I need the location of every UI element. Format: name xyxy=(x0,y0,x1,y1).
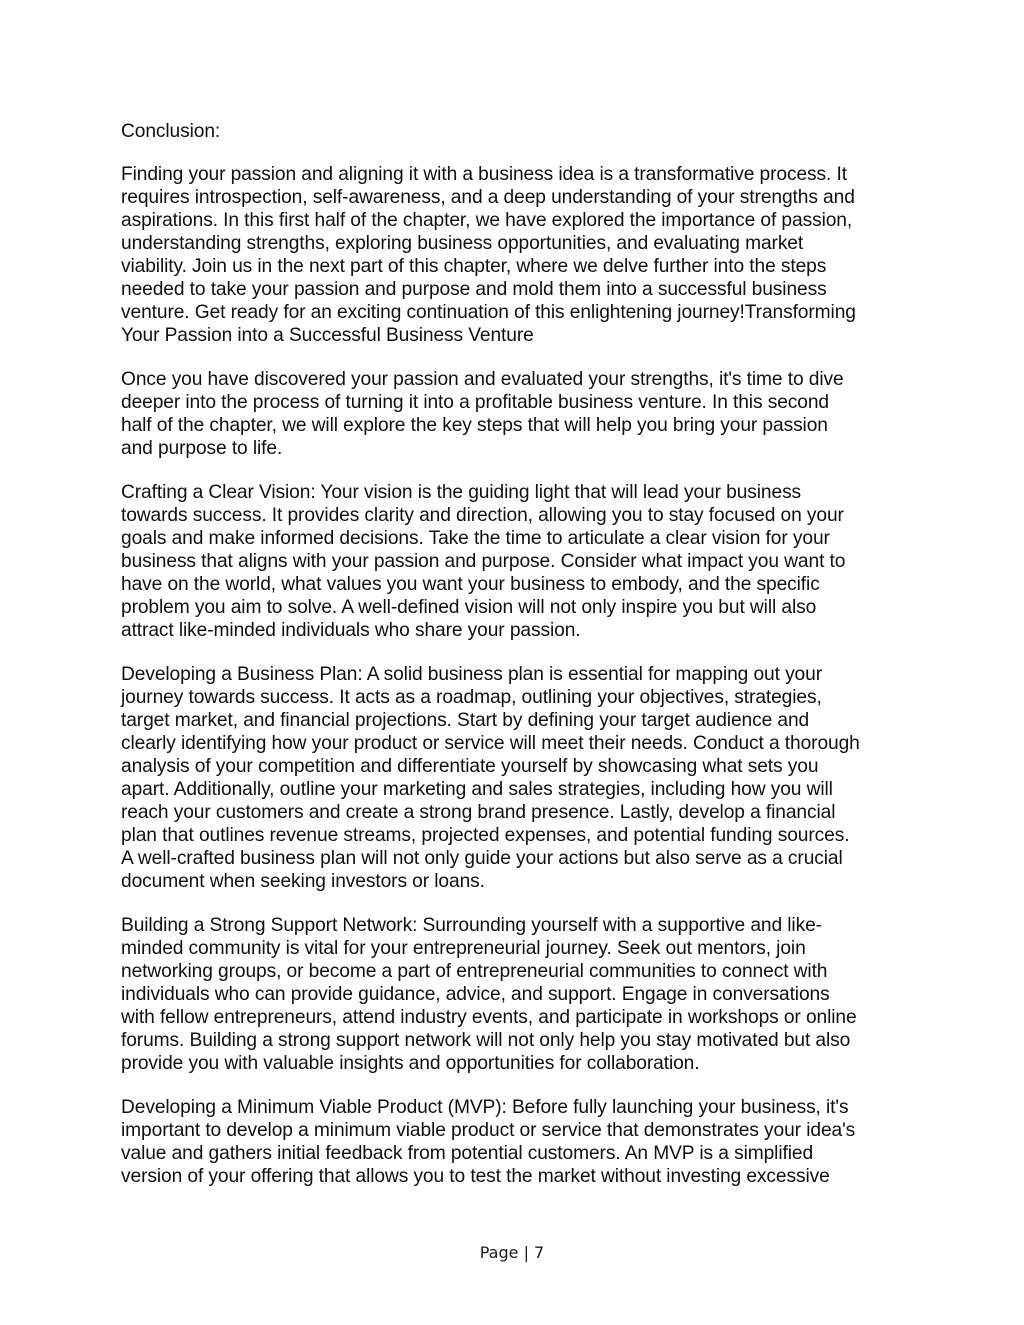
paragraph-line: viability. Join us in the next part of this chapter, where we delve further into the steps xyxy=(121,256,827,277)
paragraph-line: requires introspection, self-awareness, and a deep understanding of your strengths and xyxy=(121,187,855,208)
paragraph xyxy=(121,1096,911,1188)
paragraph-line: important to develop a minimum viable product or service that demonstrates your idea's xyxy=(121,1120,856,1141)
paragraph-line: forums. Building a strong support network will not only help you stay motivated but also xyxy=(121,1030,851,1051)
paragraph-line: provide you with valuable insights and opportunities for collaboration. xyxy=(121,1053,700,1074)
paragraph-line: goals and make informed decisions. Take the time to articulate a clear vision for your xyxy=(121,528,830,549)
paragraph-line: Crafting a Clear Vision: Your vision is the guiding light that will lead your business xyxy=(121,482,802,503)
paragraph-line: business that aligns with your passion and purpose. Consider what impact you want to xyxy=(121,551,846,572)
paragraph-line: value and gathers initial feedback from potential customers. An MVP is a simplified xyxy=(121,1143,814,1164)
paragraph-line: have on the world, what values you want your business to embody, and the specific xyxy=(121,574,820,595)
page-content xyxy=(121,120,911,1209)
paragraph-line: apart. Additionally, outline your marketing and sales strategies, including how you will xyxy=(121,779,833,800)
paragraph-line: and purpose to life. xyxy=(121,438,283,459)
paragraph xyxy=(121,481,911,642)
paragraph-list xyxy=(121,163,911,1188)
paragraph-line: deeper into the process of turning it into a profitable business venture. In this second xyxy=(121,392,829,413)
paragraph-line: Developing a Business Plan: A solid business plan is essential for mapping out your xyxy=(121,664,822,685)
paragraph-line: needed to take your passion and purpose and mold them into a successful business xyxy=(121,279,827,300)
paragraph-line: A well-crafted business plan will not only guide your actions but also serve as a crucial xyxy=(121,848,843,869)
paragraph-line: Building a Strong Support Network: Surrounding yourself with a supportive and like- xyxy=(121,915,822,936)
paragraph-line: half of the chapter, we will explore the key steps that will help you bring your passion xyxy=(121,415,828,436)
paragraph-line: understanding strengths, exploring business opportunities, and evaluating market xyxy=(121,233,804,254)
paragraph-line: with fellow entrepreneurs, attend industry events, and participate in workshops or online xyxy=(121,1007,857,1028)
paragraph-line: Finding your passion and aligning it with a business idea is a transformative process. It xyxy=(121,164,847,185)
paragraph-line: Once you have discovered your passion and evaluated your strengths, it's time to dive xyxy=(121,369,844,390)
paragraph-line: analysis of your competition and differentiate yourself by showcasing what sets you xyxy=(121,756,819,777)
paragraph-line: minded community is vital for your entrepreneurial journey. Seek out mentors, join xyxy=(121,938,806,959)
paragraph-line: Your Passion into a Successful Business Venture xyxy=(121,325,534,346)
paragraph-line: networking groups, or become a part of entrepreneurial communities to connect with xyxy=(121,961,828,982)
section-heading: Conclusion: xyxy=(121,121,221,142)
paragraph-line: Developing a Minimum Viable Product (MVP): Before fully launching your business, it's xyxy=(121,1097,849,1118)
paragraph-line: venture. Get ready for an exciting continuation of this enlightening journey!Transforming xyxy=(121,302,856,323)
paragraph-line: attract like-minded individuals who share your passion. xyxy=(121,620,581,641)
paragraph-line: individuals who can provide guidance, advice, and support. Engage in conversations xyxy=(121,984,830,1005)
paragraph-line: clearly identifying how your product or service will meet their needs. Conduct a thorough xyxy=(121,733,860,754)
paragraph-line: problem you aim to solve. A well-defined vision will not only inspire you but will also xyxy=(121,597,817,618)
paragraph-line: version of your offering that allows you to test the market without investing excessive xyxy=(121,1166,830,1187)
paragraph-line: aspirations. In this first half of the chapter, we have explored the importance of passion, xyxy=(121,210,853,231)
paragraph xyxy=(121,368,911,460)
paragraph-line: journey towards success. It acts as a roadmap, outlining your objectives, strategies, xyxy=(121,687,822,708)
paragraph xyxy=(121,914,911,1075)
paragraph xyxy=(121,663,911,893)
paragraph-line: towards success. It provides clarity and direction, allowing you to stay focused on your xyxy=(121,505,844,526)
paragraph-line: reach your customers and create a strong brand presence. Lastly, develop a financial xyxy=(121,802,836,823)
paragraph-line: plan that outlines revenue streams, projected expenses, and potential funding sources. xyxy=(121,825,850,846)
paragraph-line: target market, and financial projections. Start by defining your target audience and xyxy=(121,710,810,731)
page-number-footer: Page | 7 xyxy=(479,1243,545,1262)
paragraph-line: document when seeking investors or loans. xyxy=(121,871,485,892)
paragraph xyxy=(121,163,911,347)
